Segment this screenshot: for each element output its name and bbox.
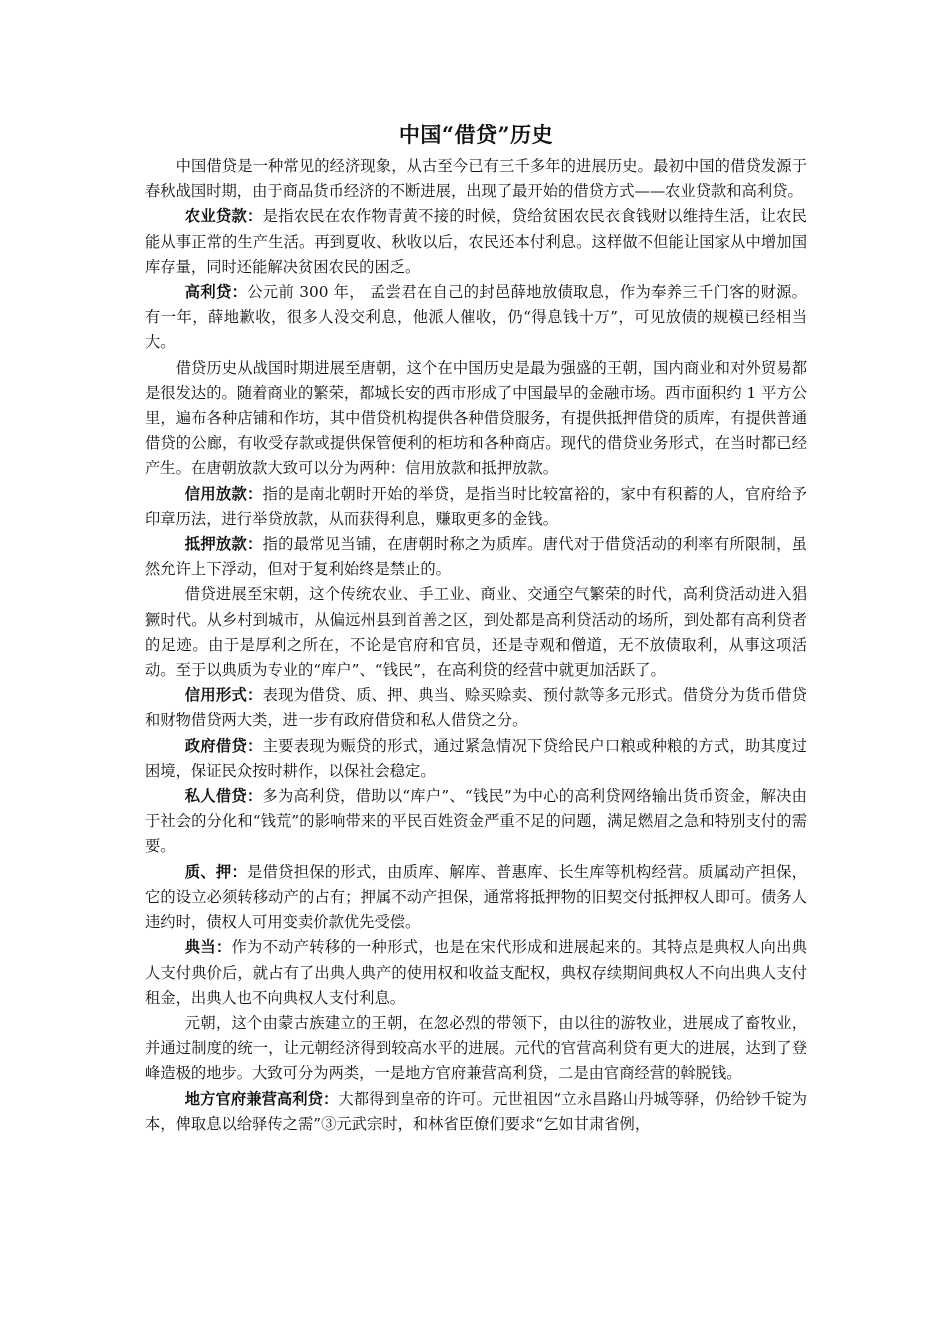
paragraph-yuan-dynasty bbox=[145, 1011, 807, 1087]
paragraph-private-lending bbox=[145, 784, 807, 860]
paragraph-term: 典当： bbox=[184, 938, 232, 957]
paragraph-intro bbox=[145, 154, 807, 204]
paragraph-pawn bbox=[145, 935, 807, 1011]
paragraph-text: 大都得到皇帝的许可。元世祖因“立永昌路山丹城等驿，仍给钞千锭为本，俾取息以给驿传之需”③元武宗时，和林省臣僚们要求“乞如甘肃省例， bbox=[145, 1089, 807, 1133]
paragraph-text: 中国借贷是一种常见的经济现象，从古至今已有三千多年的进展历史。最初中国的借贷发源于春秋战国时期，由于商品货币经济的不断进展，出现了最开始的借贷方式——农业贷款和高利贷。 bbox=[145, 157, 807, 201]
paragraph-usury bbox=[145, 280, 807, 356]
paragraph-mortgage-loan bbox=[145, 532, 807, 582]
paragraph-term: 抵押放款： bbox=[184, 535, 263, 554]
paragraph-term: 信用放款： bbox=[184, 484, 263, 503]
paragraph-term: 私人借贷： bbox=[184, 787, 263, 806]
paragraph-text: 元朝，这个由蒙古族建立的王朝，在忽必烈的带领下，由以往的游牧业，进展成了畜牧业，并通过制度的统一，让元朝经济得到较高水平的进展。元代的官营高利贷有更大的进展，达到了登峰造极的地步。大致可分为两类，一是地方官府兼营高利贷，二是由官商经营的斡脱钱。 bbox=[145, 1013, 807, 1083]
paragraph-text: 主要表现为赈贷的形式，通过紧急情况下贷给民户口粮或种粮的方式，助其度过困境，保证民众按时耕作，以保社会稳定。 bbox=[145, 736, 807, 780]
paragraph-text: 是指农民在农作物青黄不接的时候，贷给贫困农民衣食钱财以维持生活，让农民能从事正常的生产生活。再到夏收、秋收以后，农民还本付利息。这样做不但能让国家从中增加国库存量，同时还能解决贫困农民的困乏。 bbox=[145, 207, 807, 276]
paragraph-term: 政府借贷： bbox=[184, 736, 263, 755]
paragraph-credit-forms bbox=[145, 683, 807, 733]
paragraph-song-dynasty bbox=[145, 582, 807, 683]
paragraph-text: 表现为借贷、质、押、典当、赊买赊卖、预付款等多元形式。借贷分为货币借贷和财物借贷两大类，进一步有政府借贷和私人借贷之分。 bbox=[145, 686, 807, 730]
paragraph-text: 借贷历史从战国时期进展至唐朝，这个在中国历史是最为强盛的王朝，国内商业和对外贸易都是很发达的。随着商业的繁荣，都城长安的西市形成了中国最早的金融市场。西市面积约 1 平方公里，遍布各种店铺和作坊，其中借贷机构提供各种借贷服务，有提供抵押借贷的质库，有提供普通借贷的公廊，有收受存款或提供保管便利的柜坊和各种商店。现代的借贷业务形式，在当时都已经产生。在唐朝放款大致可以分为两种：信用放款和抵押放款。 bbox=[145, 358, 807, 478]
document-page bbox=[145, 118, 807, 1137]
paragraph-term: 质、押： bbox=[184, 862, 248, 881]
paragraph-tang-dynasty bbox=[145, 356, 807, 482]
paragraph-government-lending bbox=[145, 734, 807, 784]
paragraph-credit-loan bbox=[145, 482, 807, 532]
paragraph-text: 多为高利贷，借助以“库户”、“钱民”为中心的高利贷网络输出货币资金，解决由于社会的分化和“钱荒”的影响带来的平民百姓资金严重不足的问题，满足燃眉之急和特别支付的需要。 bbox=[145, 787, 807, 856]
paragraph-term: 高利贷： bbox=[184, 283, 248, 302]
paragraph-pledge bbox=[145, 860, 807, 936]
paragraph-text: 指的最常见当铺，在唐朝时称之为质库。唐代对于借贷活动的利率有所限制，虽然允许上下浮动，但对于复利始终是禁止的。 bbox=[145, 535, 807, 579]
paragraph-term: 地方官府兼营高利贷： bbox=[184, 1089, 339, 1108]
paragraph-text: 指的是南北朝时开始的举贷，是指当时比较富裕的，家中有积蓄的人，官府给予印章历法，进行举贷放款，从而获得利息，赚取更多的金钱。 bbox=[145, 484, 807, 528]
paragraph-text: 是借贷担保的形式，由质库、解库、普惠库、长生库等机构经营。质属动产担保，它的设立必须转移动产的占有；押属不动产担保，通常将抵押物的旧契交付抵押权人即可。债务人违约时，债权人可用变卖价款优先受偿。 bbox=[145, 862, 807, 932]
paragraph-text: 公元前 300 年， 孟尝君在自己的封邑薛地放债取息，作为奉养三千门客的财源。有一年，薛地歉收，很多人没交利息，他派人催收，仍“得息钱十万”，可见放债的规模已经相当大。 bbox=[145, 283, 807, 352]
paragraph-term: 信用形式： bbox=[184, 686, 263, 705]
paragraph-term: 农业贷款： bbox=[184, 207, 263, 226]
paragraph-agricultural-loan bbox=[145, 204, 807, 280]
paragraph-text: 借贷进展至宋朝，这个传统农业、手工业、商业、交通空气繁荣的时代，高利贷活动进入猖獗时代。从乡村到城市，从偏远州县到首善之区，到处都是高利贷活动的场所，到处都有高利贷者的足迹。由于是厚利之所在，不论是官府和官员，还是寺观和僧道，无不放债取利，从事这项活动。至于以典质为专业的“库户”、“钱民”，在高利贷的经营中就更加活跃了。 bbox=[145, 585, 807, 680]
paragraph-text: 作为不动产转移的一种形式，也是在宋代形成和进展起来的。其特点是典权人向出典人支付典价后，就占有了出典人典产的使用权和收益支配权，典权存续期间典权人不向出典人支付租金，出典人也不向典权人支付利息。 bbox=[145, 938, 807, 1007]
document-title: 中国“借贷”历史 bbox=[398, 122, 554, 147]
paragraph-local-government-usury bbox=[145, 1087, 807, 1137]
